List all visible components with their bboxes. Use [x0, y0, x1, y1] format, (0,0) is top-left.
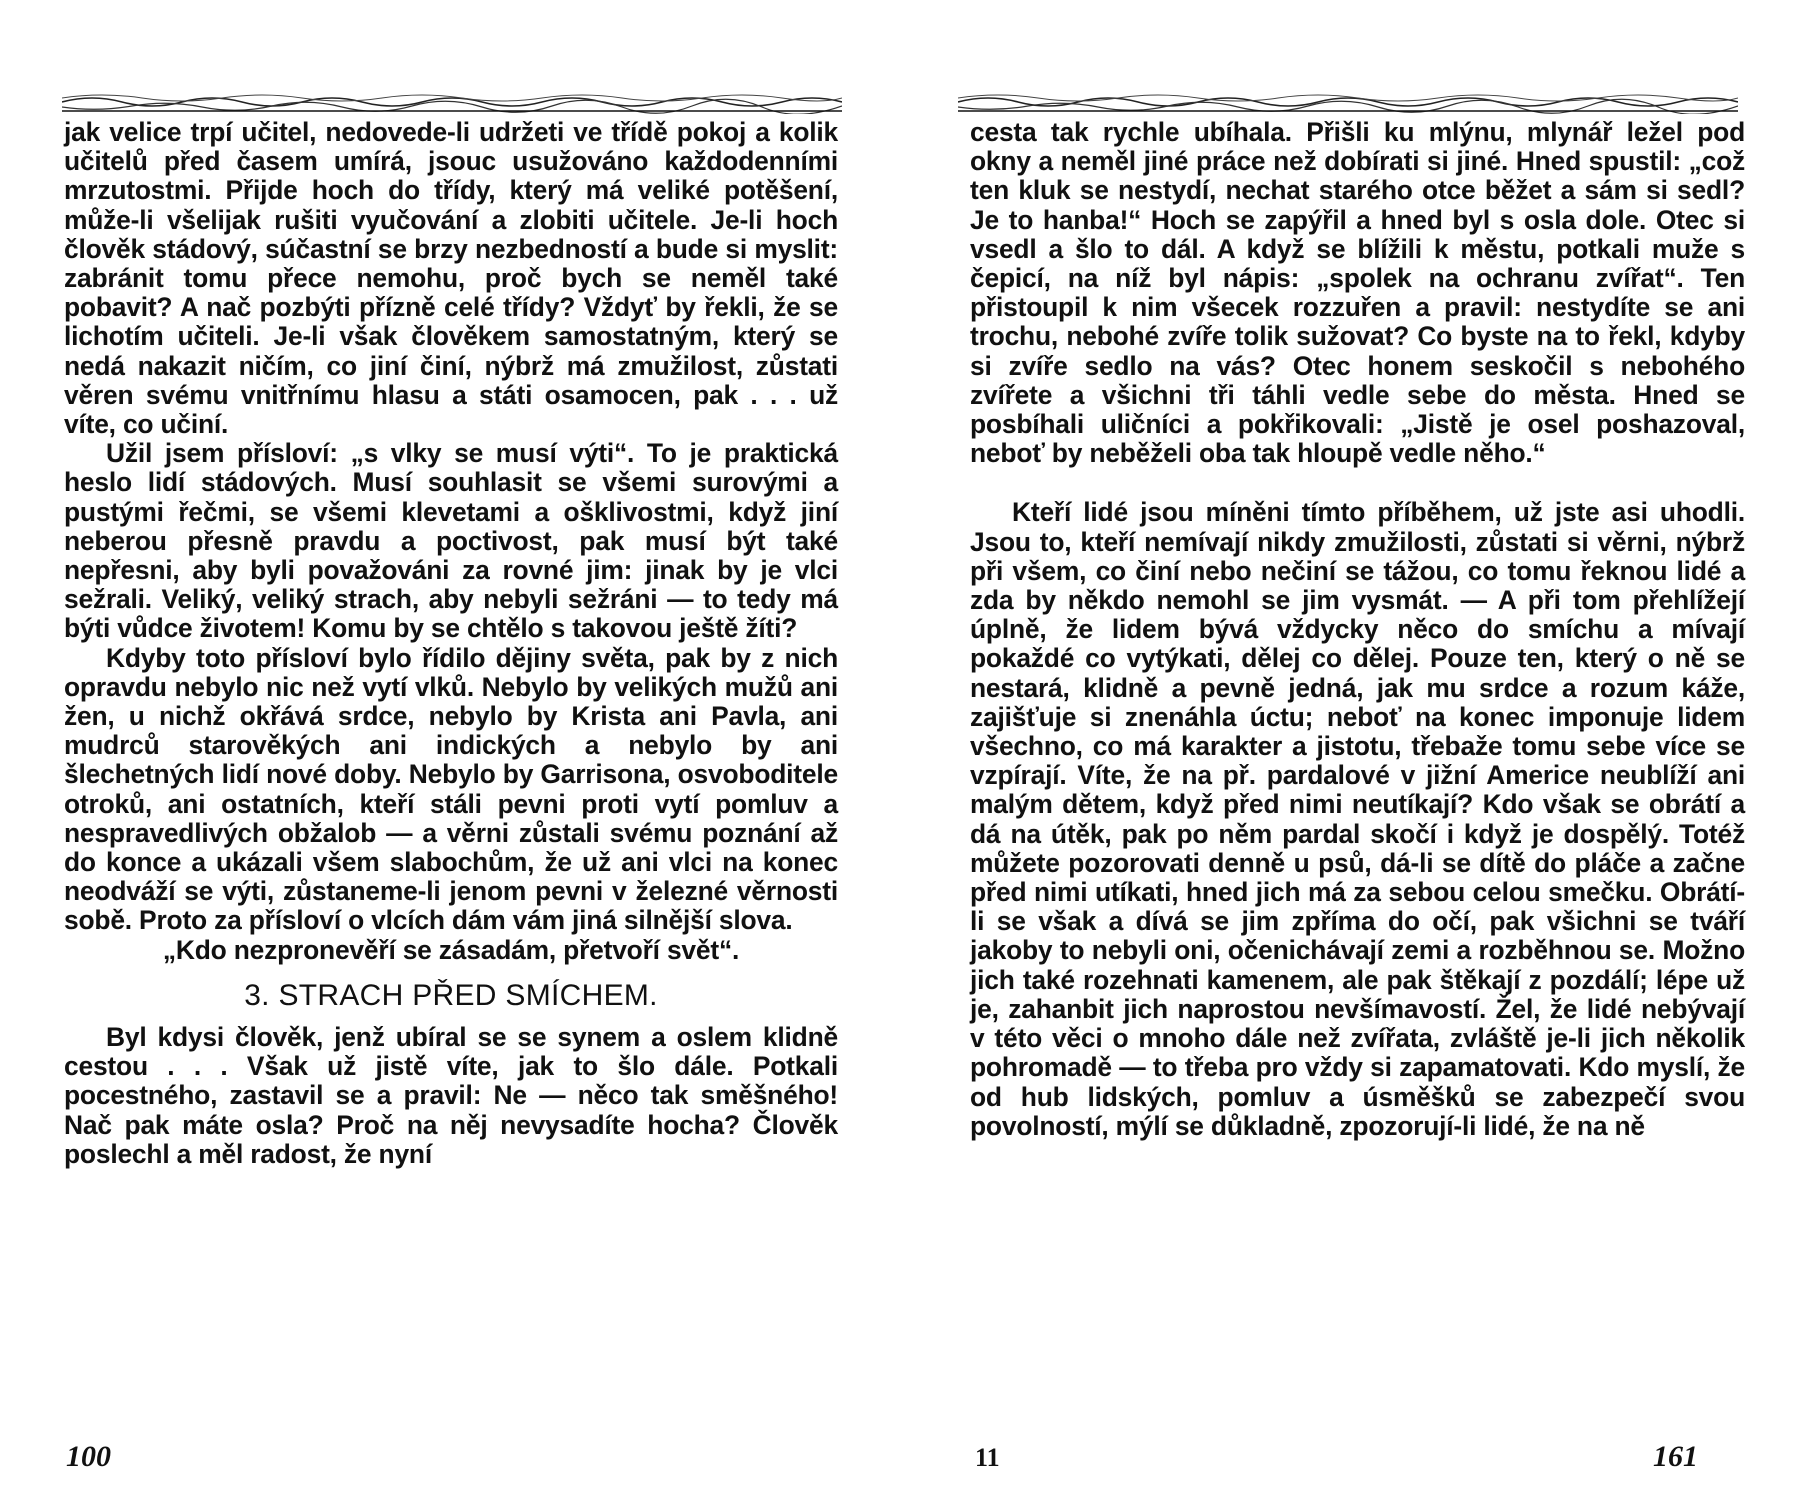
page-number-right: 161 — [1653, 1440, 1698, 1473]
right-text-column — [970, 118, 1745, 1141]
sheet-number: 11 — [975, 1443, 1000, 1472]
paragraph: Užil jsem přísloví: „s vlky se musí výti“. To je praktická heslo lidí stádových. Musí souhlasit se všemi surovými a pustými řečmi, se všemi klevetami a ošklivostmi, když jiní neberou přesně pravdu a poctivost, pak musí být také nepřesni, aby byli považováni za rovné jim: jinak by je vlci sežrali. Veliký, veliký strach, aby nebyli sežráni — to tedy má býti vůdce životem! Komu by se chtělo s takovou ještě žíti? — [64, 438, 838, 644]
left-text-column — [64, 118, 838, 1169]
header-ornament-left — [62, 90, 842, 114]
paragraph-quote: „Kdo nezpronevěří se zásadám, přetvoří svět“. — [162, 934, 740, 965]
paragraph: cesta tak rychle ubíhala. Přišli ku mlýnu, mlynář ležel pod okny a neměl jiné práce než dobírati si jiné. Hned spustil: „což ten kluk se nestydí, nechat starého otce běžet a sám si sedl? Je to hanba!“ Hoch se zapýřil a hned byl s osla dole. Otec si vsedl a šlo to dál. A když se blížili k městu, potkali muže s čepicí, na níž byl nápis: „spolek na ochranu zvířat“. Ten přistoupil k nim všecek rozzuřen a pravil: nestydíte se ani trochu, nebohé zvíře tolik sužovat? Co byste na to řekl, kdyby si zvíře sedlo na vás? Otec honem seskočil s nebohého zvířete a všichni tři táhli vedle sebe do města. Hned se posbíhali uličníci a pokřikovali: „Jistě je osel poshazoval, neboť by neběželi oba tak hloupě vedle něho.“ — [970, 117, 1745, 469]
page-number-left: 100 — [66, 1440, 111, 1473]
paragraph: Kdyby toto přísloví bylo řídilo dějiny světa, pak by z nich opravdu nebylo nic než vytí vlků. Nebylo by velikých mužů ani žen, u nichž okřává srdce, nebylo by Krista ani Pavla, ani mudrců starověkých ani indických a nebylo by ani šlechetných lidí nové doby. Nebylo by Garrisona, osvoboditele otroků, ani ostatních, kteří stáli pevni proti vytí pomluv a nespravedlivých obžalob — a věrni zůstali svému poznání až do konce a ukázali všem slabochům, že už ani vlci na konec neodváží se výti, zůstaneme-li jenom pevni v železné věrnosti sobě. Proto za přísloví o vlcích dám vám jiná silnější slova. — [64, 642, 838, 936]
right-page — [900, 0, 1800, 1500]
chapter-heading: 3. STRACH PŘED SMÍCHEM. — [244, 978, 658, 1012]
paragraph: jak velice trpí učitel, nedovede-li udržeti ve třídě pokoj a kolik učitelů před časem umírá, jsouc usužováno každodenními mrzutostmi. Přijde hoch do třídy, který má veliké potěšení, může-li všelijak rušiti vyučování a zlobiti učitele. Je-li hoch člověk stádový, súčastní se brzy nezbedností a bude si myslit: zabránit tomu přece nemohu, proč bych se neměl také pobavit? A nač pozbýti přízně celé třídy? Vždyť by řekli, že se lichotím učiteli. Je-li však člověkem samostatným, který se nedá nakazit ničím, co jiní činí, nýbrž má zmužilost, zůstati věren svému vnitřnímu hlasu a státi osamocen, pak . . . už víte, co učiní. — [64, 117, 838, 440]
header-ornament-right — [958, 90, 1738, 114]
paragraph: Kteří lidé jsou míněni tímto příběhem, už jste asi uhodli. Jsou to, kteří nemívají nikdy zmužilosti, zůstati si věrni, nýbrž při všem, co činí nebo nečiní se tážou, co tomu řeknou lidé a zda by někdo nemohl se jim vysmát. — A při tom přehlížejí úplně, že lidem bývá vždycky něco do smíchu a mívají pokaždé co vytýkati, dělej co dělej. Pouze ten, který o ně se nestará, klidně a pevně jedná, jak mu srdce a rozum káže, zajišťuje si znenáhla úctu; neboť na konec imponuje lidem všechno, co má karakter a jistotu, třebaže tomu sebe více se vzpírají. Víte, že na př. pardalové v jižní Americe neublíží ani malým dětem, když před nimi neutíkají? Kdo však se obrátí a dá na útěk, pak po něm pardal skočí i když je dospělý. Totéž můžete pozorovati denně u psů, dá-li se dítě do pláče a začne před nimi utíkati, hned jich má za sebou celou smečku. Obrátí-li se však a dívá se jim zpříma do očí, pak všichni se tváří jakoby to nebyli oni, očenichávají zemi a rozběhnou se. Možno jich také rozehnati kamenem, ale pak štěkají z pozdálí; lépe už je, zahanbit jich naprostou nevšímavostí. Žel, že lidé nebývají v této věci o mnoho dále než zvířata, zvláště je-li jich několik pohromadě — to třeba pro vždy si zapamatovati. Kdo myslí, že od hub lidských, pomluv a úsměšků se zabezpečí svou povolností, mýlí se důkladně, zpozorují-li lidé, že na ně — [970, 497, 1745, 1141]
paragraph: Byl kdysi člověk, jenž ubíral se se synem a oslem klidně cestou . . . Však už jistě víte, jak to šlo dále. Potkali pocestného, zastavil se a pravil: Ne — něco tak směšného! Nač pak máte osla? Proč na něj nevysadíte hocha? Člověk poslechl a měl radost, že nyní — [64, 1021, 838, 1169]
